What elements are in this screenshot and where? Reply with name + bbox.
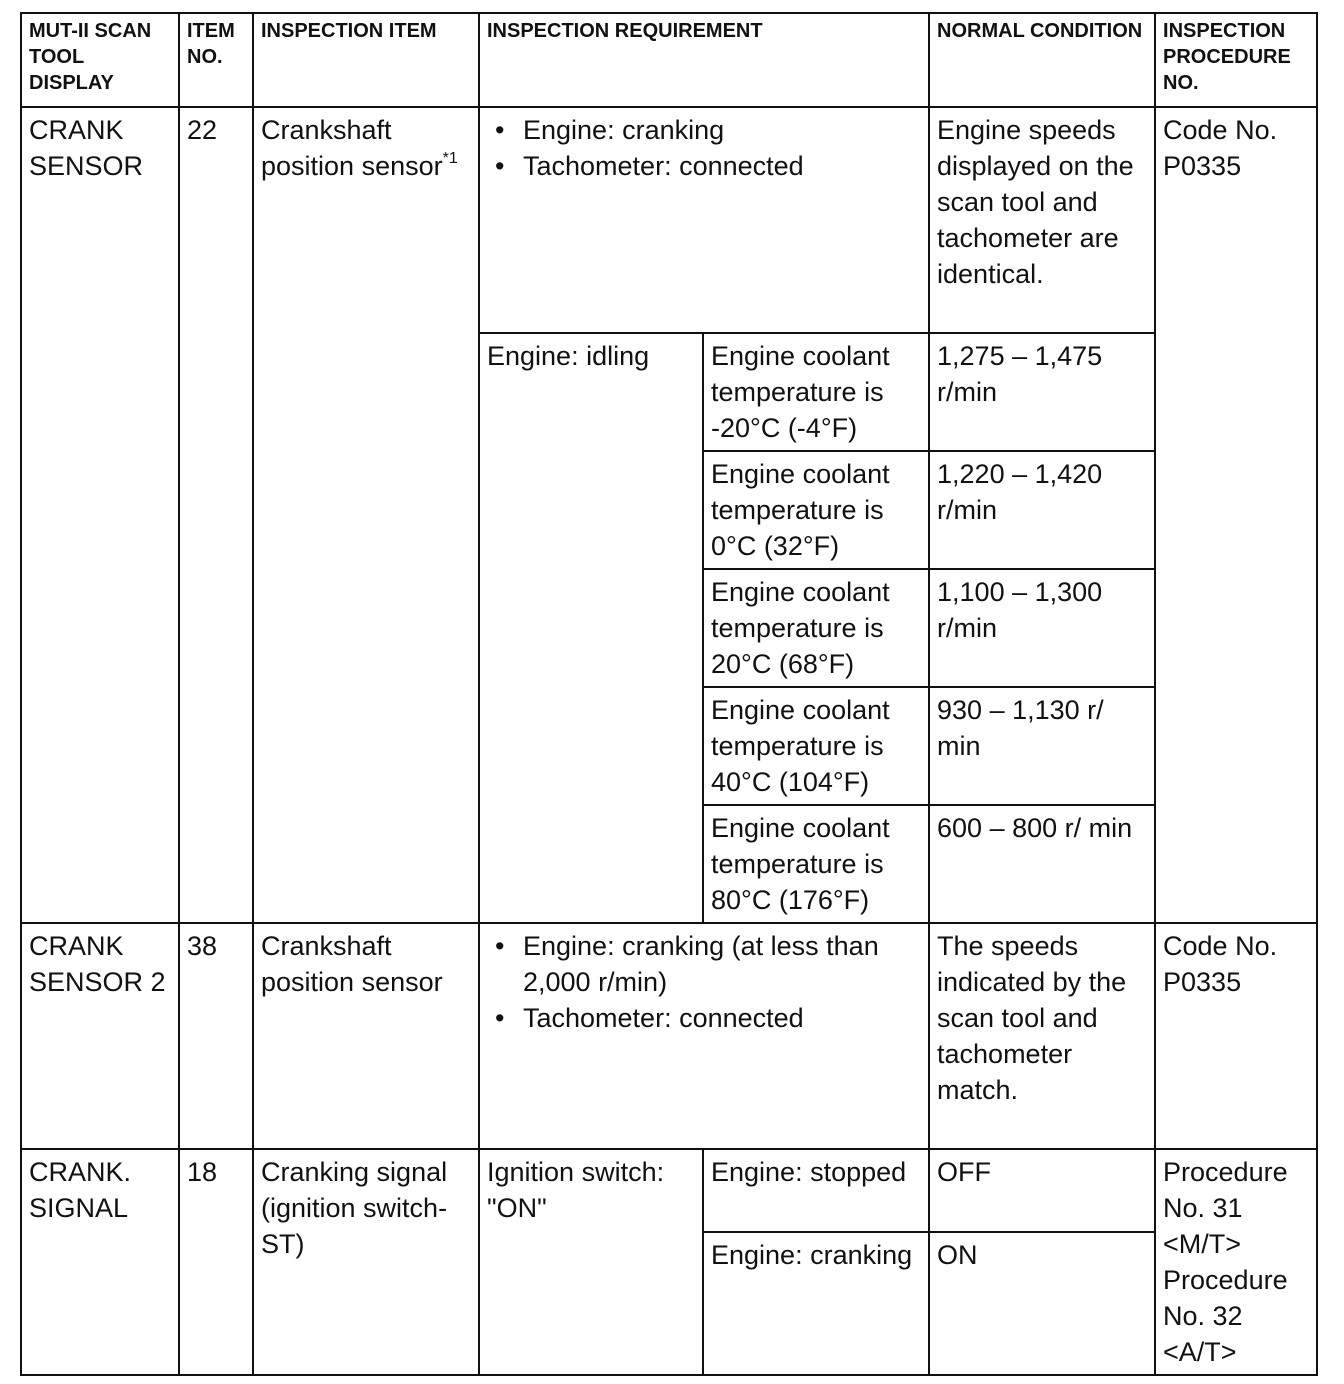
procedure-cell: Code No. P0335 [1155,923,1317,1149]
header-item: INSPECTION ITEM [253,13,479,107]
normal-cell: OFF [929,1149,1155,1232]
header-display: MUT-II SCAN TOOL DISPLAY [21,13,179,107]
inspection-table [20,12,1318,1376]
header-normal: NORMAL CONDITION [929,13,1155,107]
sub-condition-cell: Engine: cranking [703,1232,929,1375]
requirement-list [487,928,921,1036]
footnote-marker: *1 [442,150,458,167]
sub-condition-cell: Engine coolant temperature is 0°C (32°F) [703,451,929,569]
header-item-no: ITEM NO. [179,13,253,107]
list-item: • Engine: cranking (at less than 2,000 r/min) [487,928,921,1000]
normal-cell: 1,220 – 1,420 r/min [929,451,1155,569]
sub-condition-cell: Engine coolant temperature is 40°C (104°F) [703,687,929,805]
procedure-line: Procedure No. 32 [1163,1265,1288,1331]
list-item: • Tachometer: connected [487,1000,921,1036]
procedure-cell [1155,1149,1317,1375]
sub-condition-cell: Engine coolant temperature is 80°C (176°F) [703,805,929,923]
table-row [21,107,1317,333]
list-item: • Engine: cranking [487,112,921,148]
item-cell: Crankshaft position sensor [253,923,479,1149]
condition-cell: Ignition switch: "ON" [479,1149,703,1375]
item-no-cell: 22 [179,107,253,923]
table-row [21,1149,1317,1232]
normal-cell: 1,100 – 1,300 r/min [929,569,1155,687]
requirement-list [487,112,921,184]
header-procedure: INSPECTION PROCEDURE NO. [1155,13,1317,107]
header-row [21,13,1317,107]
procedure-line: Procedure No. 31 [1163,1157,1288,1223]
normal-cell: 930 – 1,130 r/ min [929,687,1155,805]
normal-cell: 600 – 800 r/ min [929,805,1155,923]
sub-condition-cell: Engine: stopped [703,1149,929,1232]
normal-cell: ON [929,1232,1155,1375]
normal-cell: 1,275 – 1,475 r/min [929,333,1155,451]
item-no-cell: 18 [179,1149,253,1375]
table-row [21,923,1317,1149]
item-cell: Cranking signal (ignition switch-ST) [253,1149,479,1375]
display-cell: CRANK SENSOR 2 [21,923,179,1149]
normal-cell: Engine speeds displayed on the scan tool and tachometer are identical. [929,107,1155,333]
item-no-cell: 38 [179,923,253,1149]
requirement-cell [479,107,929,333]
header-requirement: INSPECTION REQUIREMENT [479,13,929,107]
procedure-line: <M/T> [1163,1229,1242,1259]
item-text: Crankshaft position sensor [261,115,443,181]
idle-condition-cell: Engine: idling [479,333,703,923]
display-cell: CRANK SENSOR [21,107,179,923]
sub-condition-cell: Engine coolant temperature is -20°C (-4°F) [703,333,929,451]
normal-cell: The speeds indicated by the scan tool and tachometer match. [929,923,1155,1149]
procedure-line: <A/T> [1163,1337,1237,1367]
requirement-cell [479,923,929,1149]
list-item: • Tachometer: connected [487,148,921,184]
sub-condition-cell: Engine coolant temperature is 20°C (68°F) [703,569,929,687]
item-cell [253,107,479,923]
procedure-cell: Code No. P0335 [1155,107,1317,923]
display-cell: CRANK. SIGNAL [21,1149,179,1375]
